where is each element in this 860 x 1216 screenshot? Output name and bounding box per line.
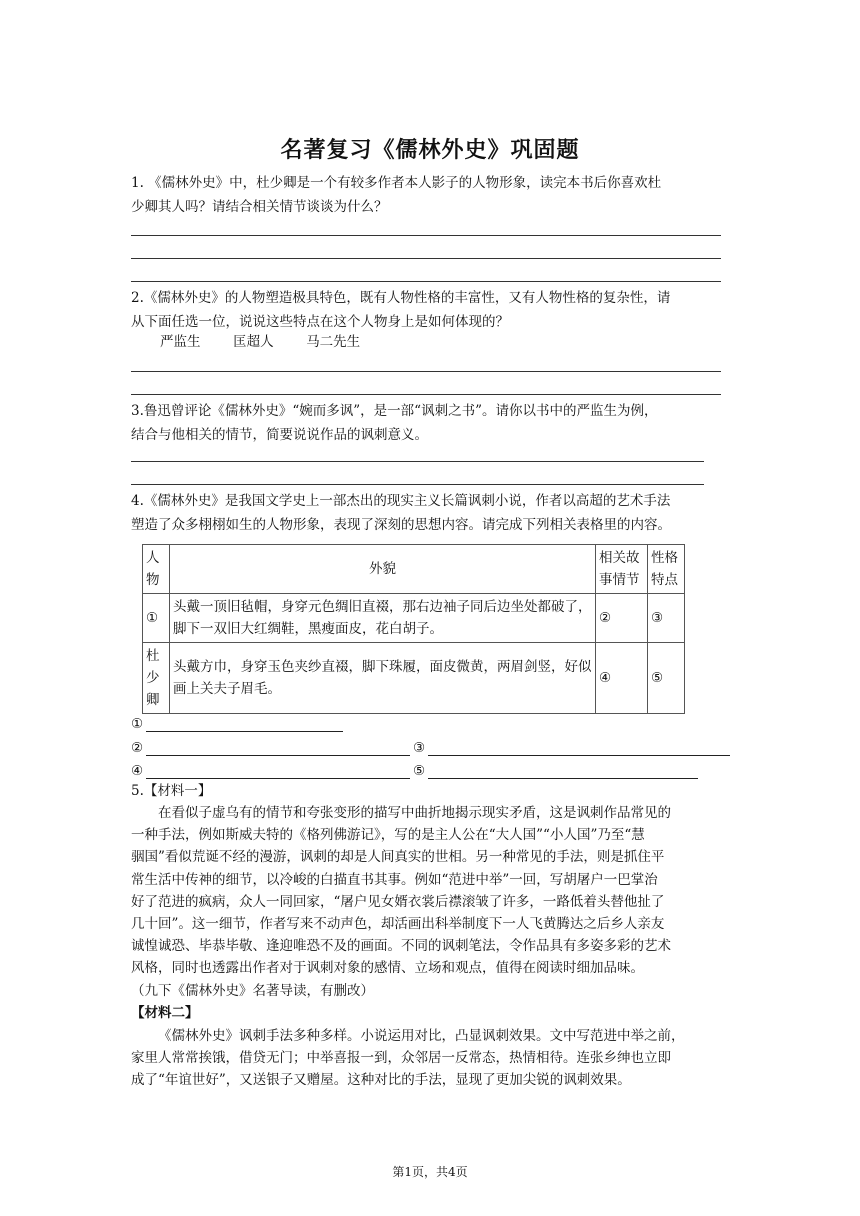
table-header-row: [143, 545, 685, 594]
question-2-line: 2.《儒林外史》的人物塑造极具特色，既有人物性格的丰富性，又有人物性格的复杂性，请: [131, 290, 671, 306]
answer-line: [131, 235, 721, 236]
option-item: 马二先生: [306, 334, 361, 350]
answer-line: [131, 281, 721, 282]
question-3-line: 结合与他相关的情节，简要说说作品的讽刺意义。: [131, 427, 428, 443]
material-1-heading: 5.【材料一】: [131, 783, 212, 799]
answer-blank[interactable]: [428, 755, 730, 756]
question-4-line: 塑造了众多栩栩如生的人物形象，表现了深刻的思想内容。请完成下列相关表格里的内容。: [131, 517, 671, 533]
page-footer: 第1页，共4页: [392, 1165, 468, 1179]
page-title: 名著复习《儒林外史》巩固题: [280, 137, 580, 163]
answer-blank[interactable]: [146, 755, 410, 756]
table-cell: 头戴一顶旧毡帽，身穿元色绸旧直裰，那右边袖子同后边坐处都破了，脚下一双旧大红绸鞋，黑瘦面皮，花白胡子。: [170, 594, 596, 643]
answer-blank[interactable]: [146, 778, 410, 779]
answer-label: ③: [413, 740, 426, 756]
question-2: [131, 286, 731, 334]
table-cell: ①: [143, 594, 170, 643]
table-row: [143, 643, 685, 714]
answer-label: ⑤: [413, 763, 426, 779]
material-2-line: 家里人常常挨饿，借贷无门；中举喜报一到，众邻居一反常态，热情相待。连张乡绅也立即: [131, 1050, 671, 1067]
question-2-options: [160, 332, 360, 352]
table-cell: ⑤: [648, 643, 685, 714]
material-2-line: 《儒林外史》讽刺手法多种多样。小说运用对比，凸显讽刺效果。文中写范进中举之前，: [158, 1028, 685, 1044]
question-3-line: 3.鲁迅曾评论《儒林外史》“婉而多讽”，是一部“讽刺之书”。请你以书中的严监生为例，: [131, 403, 658, 419]
answer-line: [131, 461, 704, 462]
material-1-line: 好了范进的疯病，众人一同回家，“屠户见女婿衣裳后襟滚皱了许多，一路低着头替他扯了: [131, 893, 665, 910]
question-1-line: 少卿其人吗？请结合相关情节谈谈为什么？: [131, 199, 388, 215]
table-cell: 头戴方巾，身穿玉色夹纱直裰，脚下珠履，面皮微黄，两眉剑竖，好似画上关夫子眉毛。: [170, 643, 596, 714]
question-4-line: 4.《儒林外史》是我国文学史上一部杰出的现实主义长篇讽刺小说，作者以高超的艺术手法: [131, 493, 671, 509]
table-cell: ②: [596, 594, 648, 643]
material-2-line: 成了“年谊世好”，又送银子又赠屋。这种对比的手法，显现了更加尖锐的讽刺效果。: [131, 1072, 631, 1089]
table-row: [143, 594, 685, 643]
answer-line: [131, 394, 721, 395]
option-item: 严监生: [160, 334, 201, 350]
material-1-line: 在看似子虚乌有的情节和夸张变形的描写中曲折地揭示现实矛盾，这是讽刺作品常见的: [158, 805, 671, 821]
material-1-line: 风格，同时也透露出作者对于讽刺对象的感情、立场和观点，值得在阅读时细加品味。: [131, 960, 644, 977]
question-1-line: 1. 《儒林外史》中，杜少卿是一个有较多作者本人影子的人物形象，读完本书后你喜欢杜: [131, 175, 662, 191]
question-4: [131, 489, 731, 537]
answer-blank[interactable]: [146, 731, 343, 732]
option-item: 匡超人: [233, 334, 274, 350]
table-header-cell: 人物: [143, 545, 170, 594]
material-1-line: 骃国”看似荒诞不经的漫游，讽刺的却是人间真实的世相。另一种常见的手法，则是抓住平: [131, 849, 665, 866]
answer-line: [131, 484, 704, 485]
table-header-cell: 性格特点: [648, 545, 685, 594]
material-2-body: [131, 1025, 731, 1092]
material-1-line: 常生活中传神的细节，以冷峻的白描直书其事。例如“范进中举”一回，写胡屠户一巴掌治: [131, 871, 658, 888]
answer-label: ①: [131, 716, 144, 732]
table-header-cell: 外貌: [170, 545, 596, 594]
question-3: [131, 399, 731, 447]
character-table: [142, 544, 685, 714]
table-cell: ③: [648, 594, 685, 643]
material-1-body: [131, 802, 731, 980]
material-1-line: 几十回”。这一细节，作者写来不动声色，却活画出科举制度下一人飞黄腾达之后乡人亲友: [131, 916, 665, 933]
answer-label: ②: [131, 740, 144, 756]
table-header-cell: 相关故事情节: [596, 545, 648, 594]
table-cell: 杜少卿: [143, 643, 170, 714]
material-2-heading: 【材料二】: [131, 1005, 199, 1021]
answer-blank[interactable]: [428, 778, 698, 779]
material-1-line: 一种手法，例如斯威夫特的《格列佛游记》，写的是主人公在“大人国”“小人国”乃至“慧: [131, 827, 645, 844]
question-2-line: 从下面任选一位，说说这些特点在这个人物身上是如何体现的？: [131, 314, 509, 330]
material-1-line: 诚惶诚恐、毕恭毕敬、逢迎唯恐不及的画面。不同的讽刺笔法，令作品具有多姿多彩的艺术: [131, 938, 671, 955]
answer-line: [131, 258, 721, 259]
answer-label: ④: [131, 763, 144, 779]
question-1: [131, 171, 731, 219]
table-cell: ④: [596, 643, 648, 714]
material-1-source: （九下《儒林外史》名著导读，有删改）: [131, 983, 374, 999]
answer-line: [131, 371, 721, 372]
